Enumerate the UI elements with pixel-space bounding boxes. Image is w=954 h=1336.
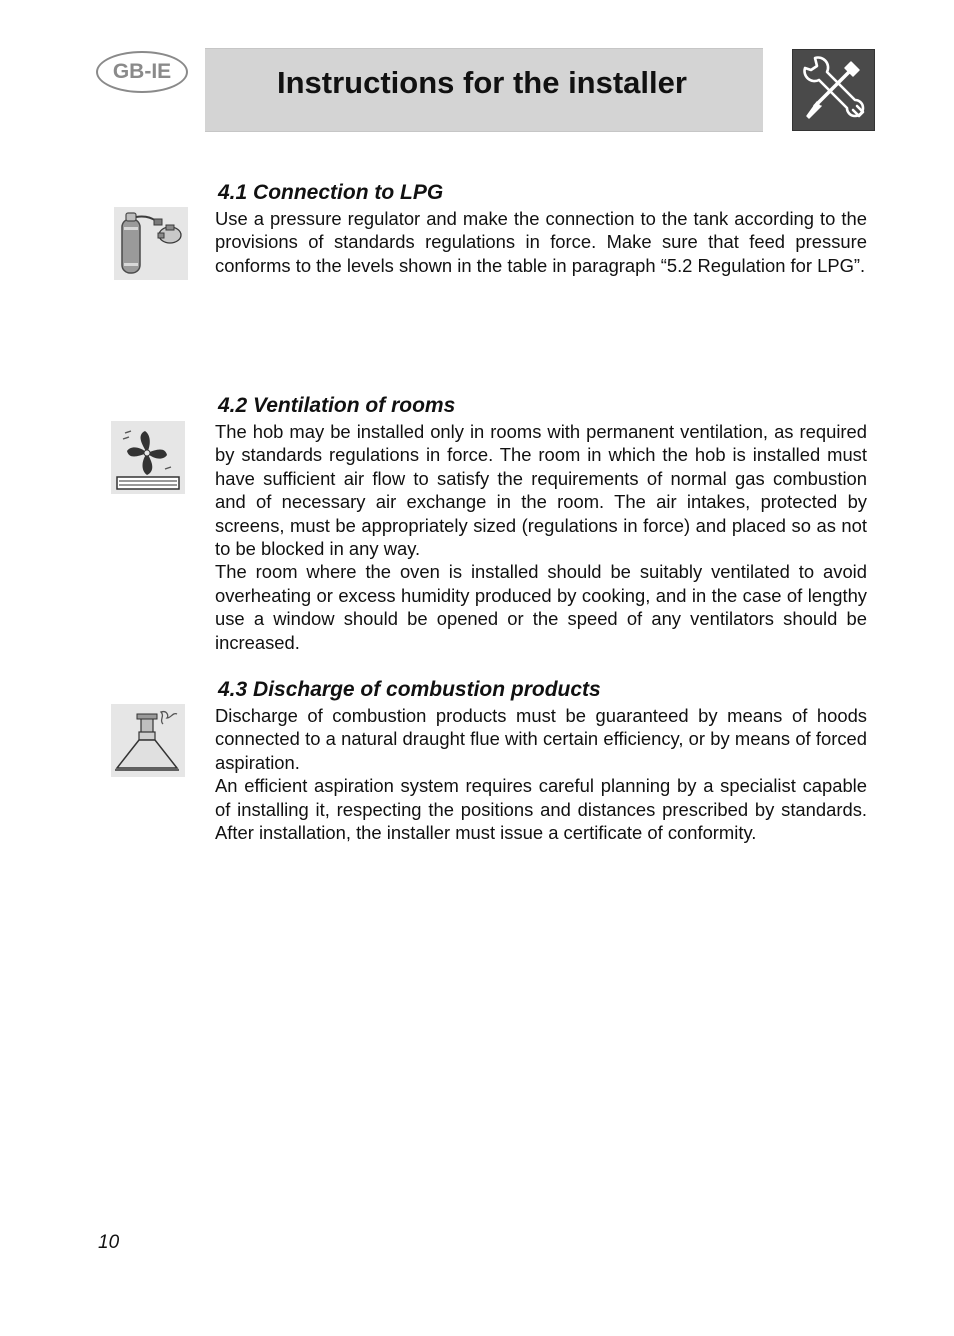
section-title-ventilation: 4.2 Ventilation of rooms xyxy=(218,394,456,417)
country-badge-label: GB-IE xyxy=(112,60,172,83)
section-body-lpg xyxy=(215,207,867,277)
page-number: 10 xyxy=(98,1232,120,1253)
wrench-screwdriver-icon xyxy=(792,49,875,131)
paragraph: The room where the oven is installed should be suitably ventilated to avoid overheating or excess humidity produced by cooking, and in the case of lengthy use a window should be opened or the speed of any ventilators should be increased. xyxy=(215,561,867,653)
paragraph: The hob may be installed only in rooms with permanent ventilation, as required by standards regulations in force. The room in which the hob is installed must have sufficient air flow to satisfy the requirements of normal gas combustion and of necessary air exchange in the room. The air intakes, protected by screens, must be appropriately sized (regulations in force) and placed so as not to be blocked in any way. xyxy=(215,421,867,560)
gas-cylinder-icon xyxy=(114,207,188,280)
paragraph: Discharge of combustion products must be guaranteed by means of hoods connected to a natural draught flue with certain efficiency, or by means of forced aspiration. xyxy=(215,705,867,773)
header-bar xyxy=(205,48,763,132)
extractor-hood-icon xyxy=(111,704,185,777)
fan-vent-icon xyxy=(111,421,185,494)
section-body-ventilation xyxy=(215,420,867,654)
section-title-discharge: 4.3 Discharge of combustion products xyxy=(218,678,601,701)
country-badge xyxy=(96,51,188,93)
section-body-discharge xyxy=(215,704,867,844)
section-title-lpg: 4.1 Connection to LPG xyxy=(218,181,444,204)
paragraph: An efficient aspiration system requires careful planning by a specialist capable of installing it, respecting the positions and distances prescribed by standards. After installation, the installer must issue a certificate of conformity. xyxy=(215,775,867,844)
paragraph: Use a pressure regulator and make the connection to the tank according to the provisions of standards regulations in force. Make sure that feed pressure conforms to the levels shown in the table in paragraph “5.2 Regulation for LPG”. xyxy=(215,208,867,276)
page-title: Instructions for the installer xyxy=(277,65,687,100)
